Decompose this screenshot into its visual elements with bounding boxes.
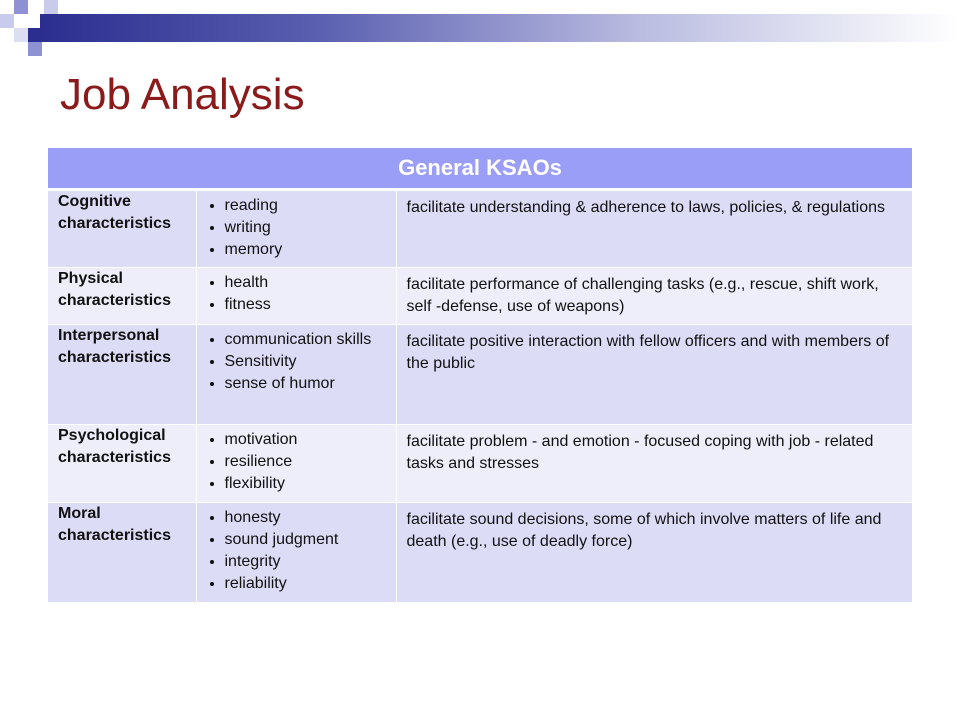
list-item: • reliability	[225, 573, 390, 595]
list-item: • memory	[225, 239, 390, 261]
header-gradient-bar	[40, 14, 960, 42]
list-item: • honesty	[225, 507, 390, 529]
deco-square	[0, 14, 14, 28]
category-label: characteristics	[58, 292, 171, 309]
category-cell	[48, 503, 196, 603]
deco-square	[28, 42, 42, 56]
items-cell	[196, 425, 396, 503]
category-cell	[48, 190, 196, 268]
table-row	[48, 325, 912, 425]
description-cell: facilitate problem - and emotion - focused coping with job - related tasks and stresses	[396, 425, 912, 503]
category-label: Physical	[58, 270, 123, 287]
items-list	[205, 272, 390, 316]
list-item: • sound judgment	[225, 529, 390, 551]
items-list	[205, 329, 390, 395]
category-label: characteristics	[58, 349, 171, 366]
list-item: • Sensitivity	[225, 351, 390, 373]
deco-square	[14, 42, 28, 56]
description-cell: facilitate understanding & adherence to laws, policies, & regulations	[396, 190, 912, 268]
deco-square	[44, 0, 58, 14]
list-item: • motivation	[225, 429, 390, 451]
description-cell: facilitate sound decisions, some of which involve matters of life and death (e.g., use of deadly force)	[396, 503, 912, 603]
items-cell	[196, 190, 396, 268]
category-label: characteristics	[58, 215, 171, 232]
items-cell	[196, 503, 396, 603]
ksao-table	[48, 148, 913, 603]
list-item: • health	[225, 272, 390, 294]
list-item: • fitness	[225, 294, 390, 316]
category-cell	[48, 325, 196, 425]
items-cell	[196, 268, 396, 325]
category-label: Interpersonal	[58, 327, 160, 344]
description-cell: facilitate performance of challenging tasks (e.g., rescue, shift work, self -defense, use of weapons)	[396, 268, 912, 325]
deco-square	[14, 0, 28, 14]
category-label: characteristics	[58, 527, 171, 544]
deco-square	[28, 28, 42, 42]
list-item: • sense of humor	[225, 373, 390, 395]
items-cell	[196, 325, 396, 425]
slide-title: Job Analysis	[60, 70, 305, 119]
table-row	[48, 425, 912, 503]
category-label: characteristics	[58, 449, 171, 466]
list-item: • resilience	[225, 451, 390, 473]
table-row	[48, 268, 912, 325]
list-item: • integrity	[225, 551, 390, 573]
list-item: • writing	[225, 217, 390, 239]
category-label: Cognitive	[58, 193, 131, 210]
list-item: • reading	[225, 195, 390, 217]
category-label: Psychological	[58, 427, 166, 444]
list-item: • communication skills	[225, 329, 390, 351]
category-cell	[48, 425, 196, 503]
table-row	[48, 190, 912, 268]
list-item: • flexibility	[225, 473, 390, 495]
items-list	[205, 507, 390, 595]
items-list	[205, 429, 390, 495]
items-list	[205, 195, 390, 261]
description-cell: facilitate positive interaction with fellow officers and with members of the public	[396, 325, 912, 425]
category-label: Moral	[58, 505, 101, 522]
deco-square	[14, 28, 28, 42]
table-header: General KSAOs	[48, 148, 912, 190]
table-row	[48, 503, 912, 603]
category-cell	[48, 268, 196, 325]
